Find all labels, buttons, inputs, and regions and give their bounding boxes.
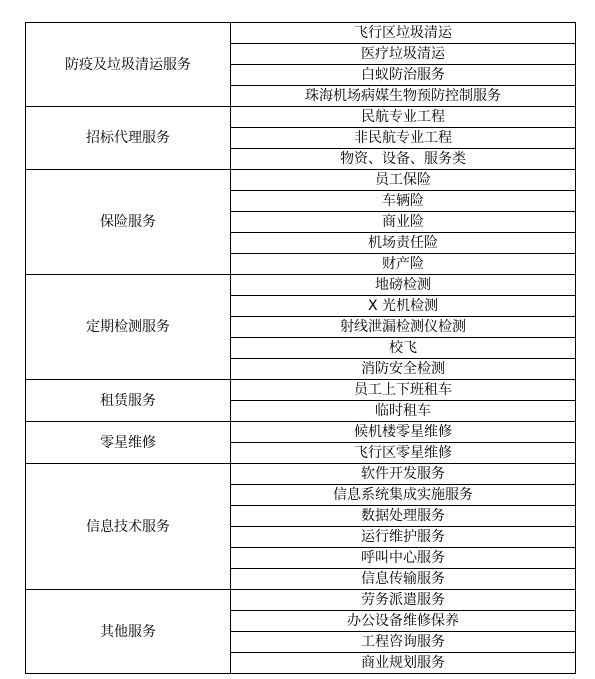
service-item-cell: 工程咨询服务 [231,632,576,653]
service-category-table [25,22,576,674]
service-item-cell: 物资、设备、服务类 [231,149,576,170]
service-item-cell: 运行维护服务 [231,527,576,548]
service-item-cell: 信息传输服务 [231,569,576,590]
table-row [26,107,576,128]
category-cell: 防疫及垃圾清运服务 [26,23,231,107]
category-cell: 租赁服务 [26,380,231,422]
service-item-cell: 财产险 [231,254,576,275]
table-row [26,590,576,611]
table-row [26,170,576,191]
table-row [26,275,576,296]
service-item-cell: 候机楼零星维修 [231,422,576,443]
service-item-cell: 飞行区零星维修 [231,443,576,464]
service-item-cell: 消防安全检测 [231,359,576,380]
service-item-cell: 白蚁防治服务 [231,65,576,86]
category-cell: 零星维修 [26,422,231,464]
service-item-cell: 商业规划服务 [231,653,576,674]
category-cell: 保险服务 [26,170,231,275]
service-item-cell: 数据处理服务 [231,506,576,527]
service-category-table-container [25,22,575,674]
service-item-cell: 信息系统集成实施服务 [231,485,576,506]
service-item-cell: 临时租车 [231,401,576,422]
table-row [26,464,576,485]
service-item-cell: 校飞 [231,338,576,359]
service-item-cell: 医疗垃圾清运 [231,44,576,65]
category-cell: 定期检测服务 [26,275,231,380]
category-cell: 招标代理服务 [26,107,231,170]
service-item-cell: 飞行区垃圾清运 [231,23,576,44]
service-item-cell: 劳务派遣服务 [231,590,576,611]
service-item-cell: 珠海机场病媒生物预防控制服务 [231,86,576,107]
table-row [26,422,576,443]
service-item-cell: 地磅检测 [231,275,576,296]
service-item-cell: 射线泄漏检测仪检测 [231,317,576,338]
table-row [26,23,576,44]
table-body [26,23,576,674]
service-item-cell: 机场责任险 [231,233,576,254]
service-item-cell: 非民航专业工程 [231,128,576,149]
service-item-cell: 车辆险 [231,191,576,212]
category-cell: 其他服务 [26,590,231,674]
service-item-cell: 软件开发服务 [231,464,576,485]
category-cell: 信息技术服务 [26,464,231,590]
service-item-cell: 民航专业工程 [231,107,576,128]
service-item-cell: 商业险 [231,212,576,233]
service-item-cell: 员工保险 [231,170,576,191]
service-item-cell: 员工上下班租车 [231,380,576,401]
service-item-cell: 办公设备维修保养 [231,611,576,632]
service-item-cell: X 光机检测 [231,296,576,317]
table-row [26,380,576,401]
service-item-cell: 呼叫中心服务 [231,548,576,569]
